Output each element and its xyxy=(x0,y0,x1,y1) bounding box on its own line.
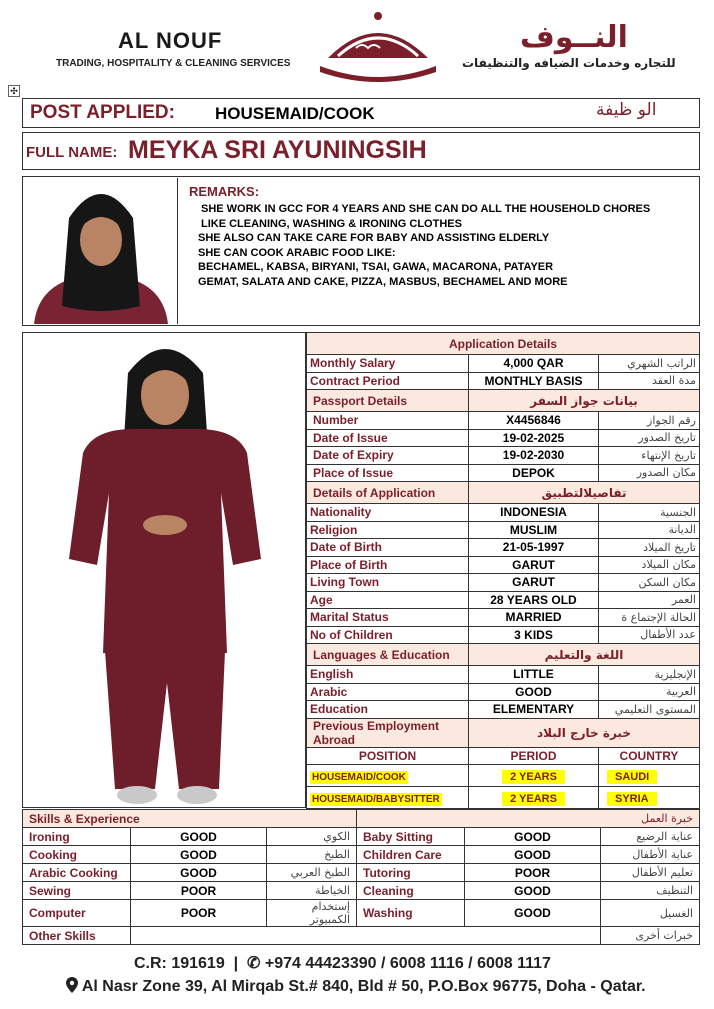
place-of-birth-value: GARUT xyxy=(469,556,599,574)
country-header: COUNTRY xyxy=(599,747,700,765)
application-details-title: Application Details xyxy=(307,333,700,355)
remarks-line: SHE CAN COOK ARABIC FOOD LIKE: xyxy=(198,246,396,259)
phone-numbers: +974 44423390 / 6008 1116 / 6008 1117 xyxy=(264,955,551,972)
section-header xyxy=(307,333,700,355)
remarks-line: BECHAMEL, KABSA, BIRYANI, TSAI, GAWA, MACARONA, PATAYER xyxy=(198,261,554,274)
move-handle-icon[interactable]: ✣ xyxy=(8,85,20,97)
age-label-ar: العمر xyxy=(599,591,700,609)
skill-value: GOOD xyxy=(131,864,267,882)
section-header xyxy=(307,718,700,747)
skill-value: POOR xyxy=(465,864,601,882)
previous-employment-title-ar: خبرة خارج البلاد xyxy=(469,718,700,747)
contract-period-label: Contract Period xyxy=(307,372,469,390)
skill-label: Washing xyxy=(357,900,465,927)
address-text: Al Nasr Zone 39, Al Mirqab St.# 840, Bld # 50, P.O.Box 96775, Doha - Qatar. xyxy=(81,978,646,995)
nationality-label-ar: الجنسية xyxy=(599,504,700,522)
skill-value: GOOD xyxy=(465,828,601,846)
remarks-line: SHE ALSO CAN TAKE CARE FOR BABY AND ASSISTING ELDERLY xyxy=(198,232,550,245)
employment-country: SAUDI xyxy=(607,770,657,784)
post-applied-label: POST APPLIED: xyxy=(30,102,175,123)
skill-value: GOOD xyxy=(131,846,267,864)
religion-value: MUSLIM xyxy=(469,521,599,539)
brand-tagline-ar: للتجاره وخدمات الضيافه والتنظيفات xyxy=(462,56,676,70)
details-of-application-title-ar: تفاصيلالتطبيق xyxy=(469,482,700,504)
languages-education-title-ar: اللغة والتعليم xyxy=(469,644,700,666)
contract-period-label-ar: مدة العقد xyxy=(599,372,700,390)
brand-tagline-en: TRADING, HOSPITALITY & CLEANING SERVICES xyxy=(56,58,291,69)
skill-value: GOOD xyxy=(465,882,601,900)
table-row xyxy=(23,846,700,864)
remarks-text xyxy=(198,202,650,290)
application-details-table xyxy=(306,332,700,809)
table-row xyxy=(307,464,700,482)
employment-country: SYRIA xyxy=(607,792,657,806)
remarks-line: GEMAT, SALATA AND CAKE, PIZZA, MASBUS, BECHAMEL AND MORE xyxy=(198,275,568,288)
employment-position: HOUSEMAID/BABYSITTER xyxy=(312,793,440,805)
english-value: LITTLE xyxy=(469,666,599,684)
passport-number-value: X4456846 xyxy=(469,412,599,430)
section-header xyxy=(23,810,700,828)
table-row xyxy=(307,539,700,557)
place-of-issue-label-ar: مكان الصدور xyxy=(599,464,700,482)
table-row xyxy=(23,900,700,927)
education-label-ar: المستوى التعليمي xyxy=(599,701,700,719)
religion-label-ar: الديانة xyxy=(599,521,700,539)
skill-label: Children Care xyxy=(357,846,465,864)
marital-status-label-ar: الحالة الإجتماع ة xyxy=(599,609,700,627)
date-of-expiry-label-ar: تاريخ الإنتهاء xyxy=(599,447,700,465)
contract-period-value: MONTHLY BASIS xyxy=(469,372,599,390)
english-label-ar: الإنجليزية xyxy=(599,666,700,684)
contact-line xyxy=(134,953,551,973)
table-row xyxy=(307,447,700,465)
children-label: No of Children xyxy=(307,626,469,644)
company-logo xyxy=(316,8,440,88)
commercial-registration: C.R: 191619 xyxy=(134,955,225,972)
table-row xyxy=(307,412,700,430)
table-row xyxy=(23,927,700,945)
details-of-application-title: Details of Application xyxy=(307,482,469,504)
age-value: 28 YEARS OLD xyxy=(469,591,599,609)
place-of-birth-label: Place of Birth xyxy=(307,556,469,574)
skill-label: Cooking xyxy=(23,846,131,864)
skill-label-ar: عناية الرضيع xyxy=(601,828,700,846)
table-row xyxy=(307,701,700,719)
table-row xyxy=(23,882,700,900)
date-of-expiry-label: Date of Expiry xyxy=(307,447,469,465)
place-of-issue-value: DEPOK xyxy=(469,464,599,482)
living-town-label: Living Town xyxy=(307,574,469,592)
table-row xyxy=(23,828,700,846)
remarks-line: LIKE CLEANING, WASHING & IRONING CLOTHES xyxy=(201,217,462,230)
children-value: 3 KIDS xyxy=(469,626,599,644)
skill-value: GOOD xyxy=(465,900,601,927)
other-skills-label: Other Skills xyxy=(23,927,131,945)
religion-label: Religion xyxy=(307,521,469,539)
section-header xyxy=(307,482,700,504)
date-of-issue-value: 19-02-2025 xyxy=(469,429,599,447)
monthly-salary-label: Monthly Salary xyxy=(307,355,469,373)
section-header xyxy=(307,390,700,412)
marital-status-label: Marital Status xyxy=(307,609,469,627)
skill-label: Cleaning xyxy=(357,882,465,900)
skill-value: POOR xyxy=(131,900,267,927)
skill-label: Computer xyxy=(23,900,131,927)
skills-title-ar: خبرة العمل xyxy=(357,810,700,828)
skills-table xyxy=(22,809,700,945)
skill-value: POOR xyxy=(131,882,267,900)
skill-label: Sewing xyxy=(23,882,131,900)
table-row xyxy=(307,574,700,592)
table-row xyxy=(307,666,700,684)
arabic-label-ar: العربية xyxy=(599,683,700,701)
employment-period: 2 YEARS xyxy=(502,792,565,806)
brand-name-en: AL NOUF xyxy=(118,28,223,53)
date-of-expiry-value: 19-02-2030 xyxy=(469,447,599,465)
languages-education-title: Languages & Education xyxy=(307,644,469,666)
children-label-ar: عدد الأطفال xyxy=(599,626,700,644)
arabic-label: Arabic xyxy=(307,683,469,701)
remarks-title: REMARKS: xyxy=(189,184,260,199)
period-header: PERIOD xyxy=(469,747,599,765)
table-row xyxy=(307,683,700,701)
section-header xyxy=(307,644,700,666)
table-row xyxy=(307,556,700,574)
nationality-value: INDONESIA xyxy=(469,504,599,522)
skills-title: Skills & Experience xyxy=(23,810,357,828)
full-name-label: FULL NAME: xyxy=(26,144,118,161)
table-row xyxy=(307,372,700,390)
passport-number-label: Number xyxy=(307,412,469,430)
living-town-value: GARUT xyxy=(469,574,599,592)
skill-label-ar: تعليم الأطفال xyxy=(601,864,700,882)
location-pin-icon xyxy=(66,977,78,993)
passport-details-title: Passport Details xyxy=(307,390,469,412)
post-applied-value: HOUSEMAID/COOK xyxy=(215,104,375,123)
previous-employment-title: Previous Employment Abroad xyxy=(307,718,469,747)
portrait-photo xyxy=(24,178,178,324)
skill-label-ar: الطبخ xyxy=(267,846,357,864)
passport-details-title-ar: بيانات جواز السفر xyxy=(469,390,700,412)
skill-label: Tutoring xyxy=(357,864,465,882)
table-row xyxy=(307,765,700,787)
date-of-birth-label-ar: تاريخ الميلاد xyxy=(599,539,700,557)
table-row xyxy=(307,429,700,447)
position-header: POSITION xyxy=(307,747,469,765)
table-row xyxy=(307,626,700,644)
arabic-value: GOOD xyxy=(469,683,599,701)
table-row xyxy=(307,504,700,522)
place-of-birth-label-ar: مكان الميلاد xyxy=(599,556,700,574)
table-row xyxy=(23,864,700,882)
full-body-photo xyxy=(22,332,306,808)
table-header-row xyxy=(307,747,700,765)
full-name-value: MEYKA SRI AYUNINGSIH xyxy=(128,136,427,164)
marital-status-value: MARRIED xyxy=(469,609,599,627)
skill-label-ar: الخياطة xyxy=(267,882,357,900)
other-skills-value xyxy=(131,927,601,945)
other-skills-label-ar: خبرات أخرى xyxy=(601,927,700,945)
table-row xyxy=(307,355,700,373)
date-of-birth-value: 21-05-1997 xyxy=(469,539,599,557)
education-label: Education xyxy=(307,701,469,719)
skill-label-ar: التنظيف xyxy=(601,882,700,900)
skill-label-ar: عناية الأطفال xyxy=(601,846,700,864)
date-of-issue-label: Date of Issue xyxy=(307,429,469,447)
age-label: Age xyxy=(307,591,469,609)
post-applied-label-ar: الو ظيفة xyxy=(596,100,657,120)
phone-icon: ✆ xyxy=(247,955,261,972)
place-of-issue-label: Place of Issue xyxy=(307,464,469,482)
employment-position: HOUSEMAID/COOK xyxy=(312,771,406,783)
passport-number-label-ar: رقم الجواز xyxy=(599,412,700,430)
nationality-label: Nationality xyxy=(307,504,469,522)
employment-period: 2 YEARS xyxy=(502,770,565,784)
living-town-label-ar: مكان السكن xyxy=(599,574,700,592)
monthly-salary-value: 4,000 QAR xyxy=(469,355,599,373)
education-value: ELEMENTARY xyxy=(469,701,599,719)
monthly-salary-label-ar: الراتب الشهري xyxy=(599,355,700,373)
skill-value: GOOD xyxy=(131,828,267,846)
skill-label-ar: الكوي xyxy=(267,828,357,846)
remarks-line: SHE WORK IN GCC FOR 4 YEARS AND SHE CAN DO ALL THE HOUSEHOLD CHORES xyxy=(201,203,651,215)
skill-label: Arabic Cooking xyxy=(23,864,131,882)
address-line xyxy=(66,977,646,996)
skill-label: Ironing xyxy=(23,828,131,846)
english-label: English xyxy=(307,666,469,684)
table-row xyxy=(307,787,700,809)
skill-label-ar: الغسيل xyxy=(601,900,700,927)
skill-label-ar: إستخدام الكمبيوتر xyxy=(267,900,357,927)
skill-value: GOOD xyxy=(465,846,601,864)
table-row xyxy=(307,609,700,627)
skill-label-ar: الطبخ العربي xyxy=(267,864,357,882)
table-row xyxy=(307,591,700,609)
date-of-birth-label: Date of Birth xyxy=(307,539,469,557)
table-row xyxy=(307,521,700,539)
brand-name-ar: النــوف xyxy=(520,20,628,55)
separator: | xyxy=(229,955,243,972)
date-of-issue-label-ar: تاريخ الصدور xyxy=(599,429,700,447)
skill-label: Baby Sitting xyxy=(357,828,465,846)
